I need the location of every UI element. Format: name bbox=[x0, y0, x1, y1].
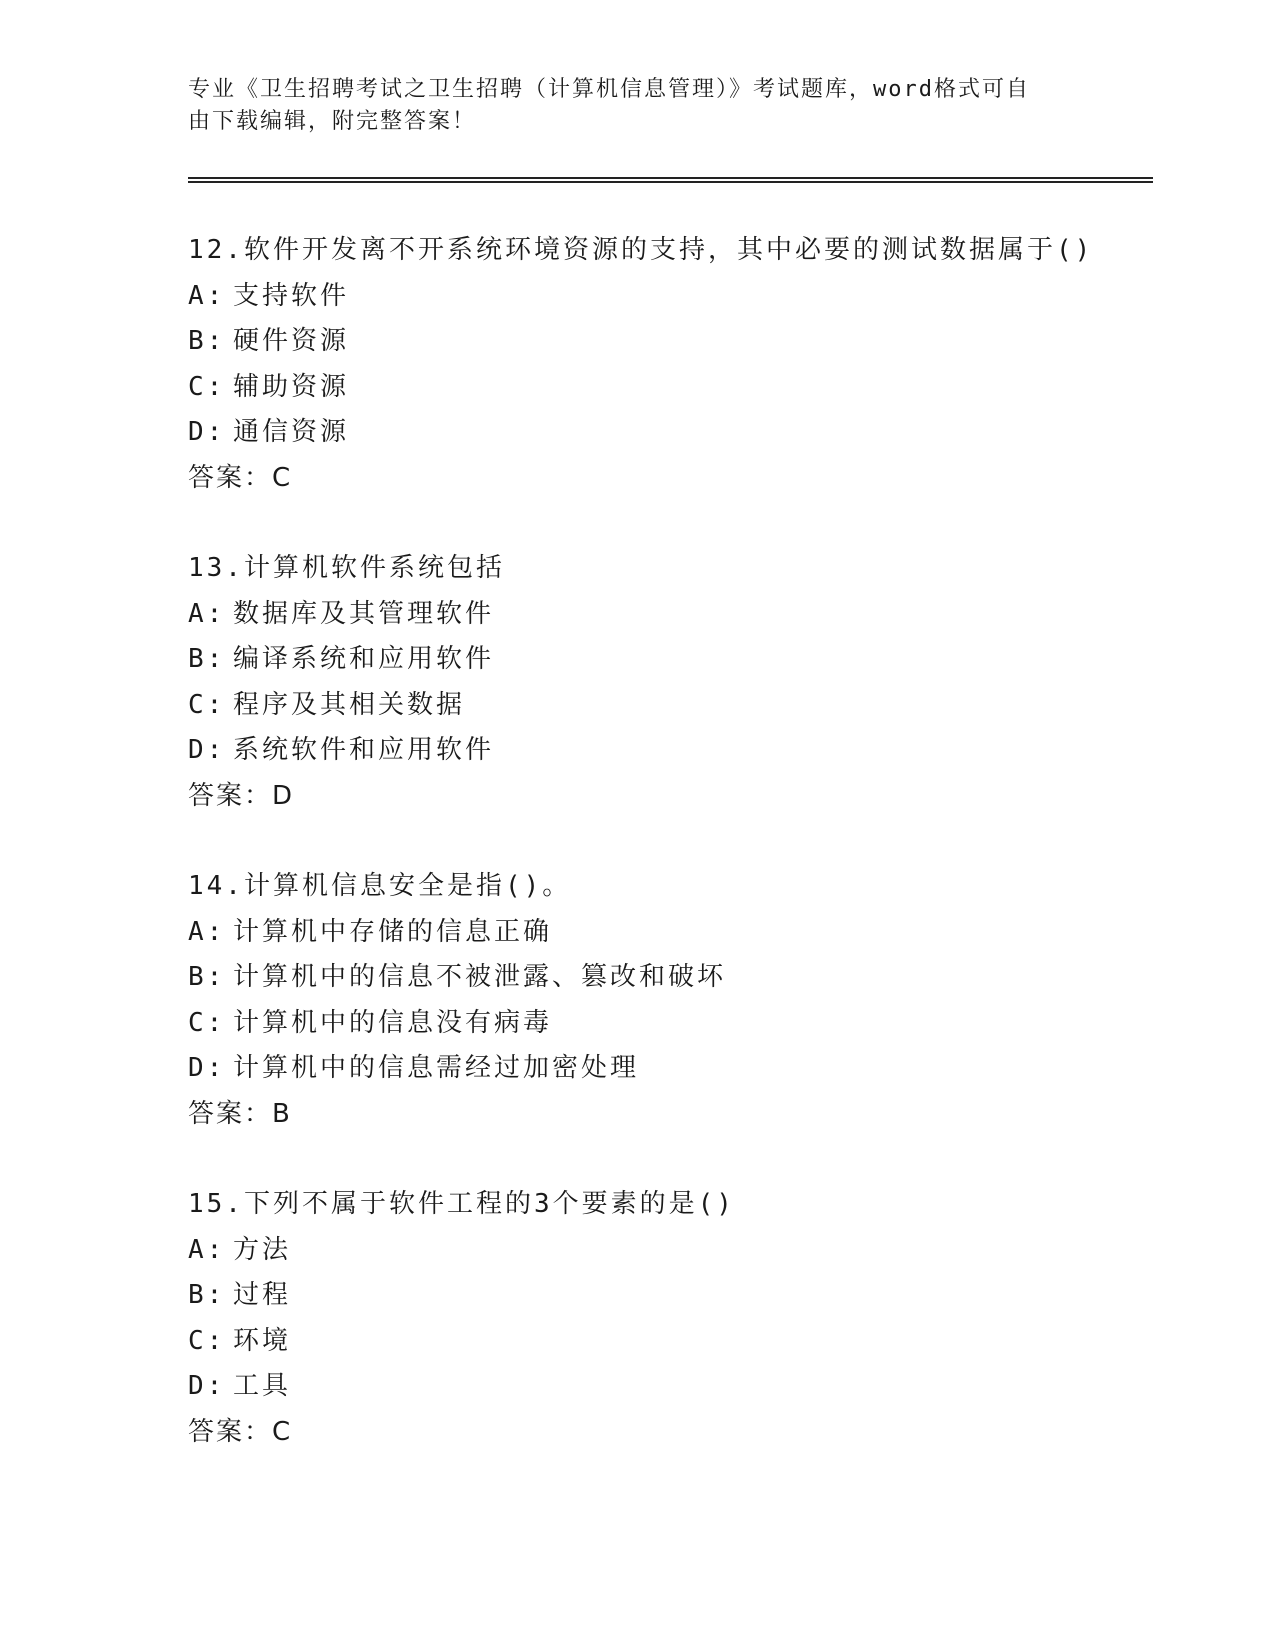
question-15 bbox=[188, 1182, 1188, 1455]
option-letter: D: bbox=[188, 1371, 226, 1401]
option-text: 硬件资源 bbox=[233, 326, 350, 356]
option-text: 计算机中的信息需经过加密处理 bbox=[233, 1053, 640, 1083]
question-14 bbox=[188, 864, 1188, 1137]
option-text: 工具 bbox=[233, 1371, 292, 1401]
option-text: 计算机中存储的信息正确 bbox=[233, 916, 553, 947]
option-letter: D: bbox=[188, 417, 226, 447]
answer-line: 答案：D bbox=[188, 780, 295, 811]
option-text: 方法 bbox=[233, 1234, 292, 1265]
option-d bbox=[188, 1046, 1188, 1092]
option-letter: B: bbox=[188, 962, 226, 992]
option-letter: A: bbox=[188, 598, 226, 629]
option-letter: C: bbox=[188, 689, 226, 720]
option-text: 计算机中的信息没有病毒 bbox=[233, 1007, 553, 1038]
option-text: 系统软件和应用软件 bbox=[233, 735, 495, 765]
option-letter: D: bbox=[188, 1053, 226, 1083]
option-b bbox=[188, 955, 1188, 1001]
header-line-2: 由下载编辑，附完整答案！ bbox=[188, 109, 477, 134]
option-text: 计算机中的信息不被泄露、篡改和破坏 bbox=[233, 962, 727, 992]
option-text: 数据库及其管理软件 bbox=[233, 598, 495, 629]
option-text: 支持软件 bbox=[233, 280, 350, 311]
answer-line: 答案：B bbox=[188, 1098, 292, 1129]
option-text: 辅助资源 bbox=[233, 371, 350, 402]
option-c bbox=[188, 1001, 1188, 1047]
option-text: 程序及其相关数据 bbox=[233, 689, 466, 720]
option-letter: B: bbox=[188, 644, 226, 674]
option-a bbox=[188, 1228, 1188, 1274]
option-letter: B: bbox=[188, 326, 226, 356]
answer-line: 答案：C bbox=[188, 462, 293, 493]
option-text: 编译系统和应用软件 bbox=[233, 644, 495, 674]
question-stem: 13.计算机软件系统包括 bbox=[188, 553, 505, 583]
option-d bbox=[188, 728, 1188, 774]
option-c bbox=[188, 683, 1188, 729]
option-letter: B: bbox=[188, 1280, 226, 1310]
option-letter: C: bbox=[188, 371, 226, 402]
question-stem: 14.计算机信息安全是指()。 bbox=[188, 871, 572, 901]
option-b bbox=[188, 1273, 1188, 1319]
option-b bbox=[188, 637, 1188, 683]
option-text: 环境 bbox=[233, 1325, 292, 1356]
option-d bbox=[188, 410, 1188, 456]
document-header bbox=[188, 74, 1068, 138]
option-letter: D: bbox=[188, 735, 226, 765]
option-b bbox=[188, 319, 1188, 365]
option-d bbox=[188, 1364, 1188, 1410]
option-letter: A: bbox=[188, 280, 226, 311]
question-12 bbox=[188, 228, 1188, 501]
header-line-1: 专业《卫生招聘考试之卫生招聘（计算机信息管理）》考试题库，word格式可自 bbox=[188, 77, 1030, 102]
question-13 bbox=[188, 546, 1188, 819]
question-stem: 15.下列不属于软件工程的3个要素的是() bbox=[188, 1189, 735, 1219]
option-text: 通信资源 bbox=[233, 417, 350, 447]
option-letter: A: bbox=[188, 1234, 226, 1265]
option-c bbox=[188, 365, 1188, 411]
option-a bbox=[188, 274, 1188, 320]
question-stem: 12.软件开发离不开系统环境资源的支持，其中必要的测试数据属于() bbox=[188, 235, 1094, 265]
option-a bbox=[188, 910, 1188, 956]
option-letter: A: bbox=[188, 916, 226, 947]
answer-line: 答案：C bbox=[188, 1416, 293, 1447]
option-text: 过程 bbox=[233, 1280, 292, 1310]
option-letter: C: bbox=[188, 1325, 226, 1356]
option-c bbox=[188, 1319, 1188, 1365]
header-double-rule bbox=[188, 177, 1153, 183]
option-letter: C: bbox=[188, 1007, 226, 1038]
option-a bbox=[188, 592, 1188, 638]
